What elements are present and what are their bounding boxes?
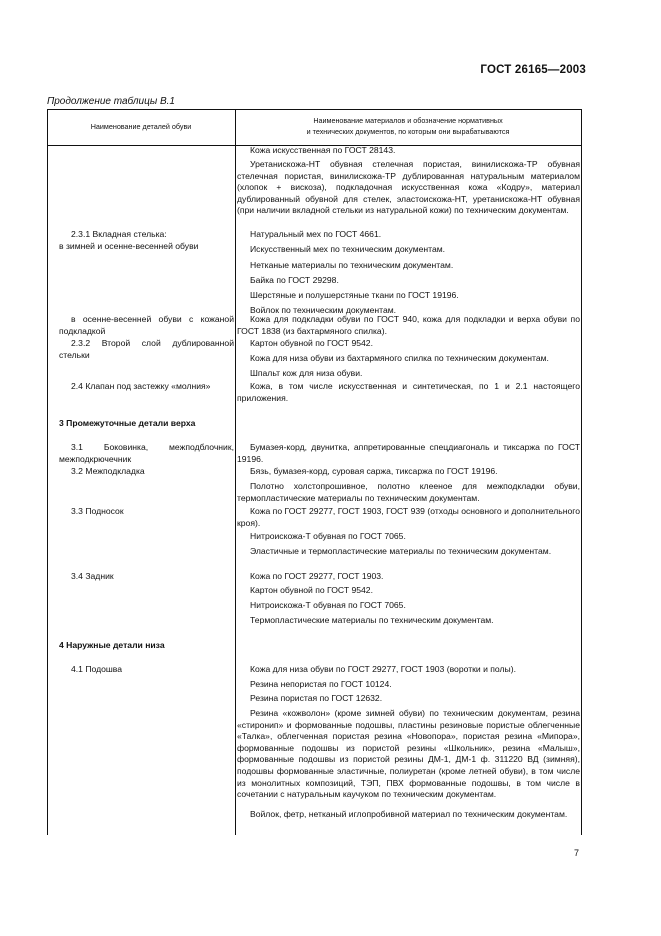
material-entry: Кожа, в том числе искусственная и синтетическая, по 1 и 2.1 настоящего приложения.	[237, 381, 580, 403]
part-name: 4.1 Подошва	[71, 664, 123, 674]
material-entry: Нетканые материалы по техническим документам.	[250, 260, 454, 270]
material-entry: Байка по ГОСТ 29298.	[250, 275, 339, 285]
page-number: 7	[574, 848, 580, 858]
material-entry: Шпальт кож для низа обуви.	[250, 368, 363, 378]
column-divider	[235, 109, 236, 835]
column-header-materials-line1: Наименование материалов и обозначение нормативных	[313, 116, 503, 125]
material-entry: Кожа по ГОСТ 29277, ГОСТ 1903.	[250, 571, 384, 581]
table-top-border	[47, 109, 582, 110]
material-entry: Войлок, фетр, нетканый иглопробивной материал по техническим документам.	[250, 809, 568, 819]
document-code: ГОСТ 26165—2003	[480, 64, 586, 76]
column-header-parts: Наименование деталей обуви	[90, 122, 192, 131]
material-entry: Резина «кожволон» (кроме зимней обуви) по техническим документам, резина «стиронип» и формованные подошвы, пластины резиновые пористые облегченные «Талка», облегченная пористая резина «Новопора», пористая резина «Мипора», формованные подошвы из пористой резины «Школьник», резина «Малыш», формованные подошвы из пористой резины ДМ-1, ДМ-1 ф. 311220 ВД (зимняя), подошвы формованные эластичные, полиуретан (кроме летней обуви), в том числе из монолитных композиций, ТЭП, ПВХ формованные подошвы, в том числе в сочетании с натуральным каучуком по техническим документам.	[237, 708, 580, 800]
material-entry: Кожа по ГОСТ 29277, ГОСТ 1903, ГОСТ 939 (отходы основного и дополнительного кроя).	[237, 506, 580, 528]
material-entry: Войлок по техническим документам.	[250, 305, 397, 315]
material-entry: Кожа искусственная по ГОСТ 28143.	[250, 145, 396, 155]
material-entry: Кожа для подкладки обуви по ГОСТ 940, кожа для подкладки и верха обуви по ГОСТ 1838 (из бахтармяного спилка).	[237, 314, 580, 336]
part-name: 3.4 Задник	[71, 571, 114, 581]
part-name: в осенне-весенней обуви с кожаной подкладкой	[59, 314, 234, 336]
column-header-materials-line2: и технических документов, по которым они вырабатываются	[306, 127, 510, 136]
part-name: 2.3.1 Вкладная стелька:	[71, 229, 167, 239]
part-name: 3.2 Межподкладка	[71, 466, 145, 476]
part-name: 3.3 Подносок	[71, 506, 124, 516]
material-entry: Полотно холстопрошивное, полотно клееное для межподкладки обуви, термопластические материалы по техническим документам.	[237, 481, 580, 503]
material-entry: Искусственный мех по техническим документам.	[250, 244, 446, 254]
material-entry: Эластичные и термопластические материалы по техническим документам.	[250, 546, 552, 556]
material-entry: Бязь, бумазея-корд, суровая саржа, тиксаржа по ГОСТ 19196.	[250, 466, 498, 476]
material-entry: Натуральный мех по ГОСТ 4661.	[250, 229, 382, 239]
material-entry: Резина непористая по ГОСТ 10124.	[250, 679, 392, 689]
part-name: 2.3.2 Второй слой дублированной стельки	[59, 338, 234, 360]
material-entry: Шерстяные и полушерстяные ткани по ГОСТ 19196.	[250, 290, 459, 300]
material-entry: Резина пористая по ГОСТ 12632.	[250, 693, 383, 703]
material-entry: Кожа для низа обуви по ГОСТ 29277, ГОСТ 1903 (воротки и полы).	[250, 664, 516, 674]
table-right-border	[581, 109, 582, 835]
materials-table	[47, 109, 582, 835]
material-entry: Нитроискожа-Т обувная по ГОСТ 7065.	[250, 531, 406, 541]
part-name: 2.4 Клапан под застежку «молния»	[71, 381, 211, 391]
section-heading: 4 Наружные детали низа	[59, 640, 165, 650]
part-name: 3.1 Боковинка, межподблочник, межподкрючечник	[59, 442, 234, 464]
material-entry: Уретанискожа-НТ обувная стелечная пористая, винилискожа-ТР обувная стелечная пористая, винилискожа-ТР дублированная натуральным материалом (хлопок + вискоза), подкладочная искусственная кожа «Кодру», материал дублированный обувной для стелек, эластоискожа-НТ, уретанискожа-НТ обувная (при наличии вкладной стельки из натуральной кожи) по техническим документам.	[237, 159, 580, 216]
material-entry: Картон обувной по ГОСТ 9542.	[250, 585, 373, 595]
material-entry: Бумазея-корд, двунитка, аппретированные спецдиагональ и тиксаржа по ГОСТ 19196.	[237, 442, 580, 464]
part-name-subtitle: в зимней и осенне-весенней обуви	[59, 241, 199, 251]
material-entry: Нитроискожа-Т обувная по ГОСТ 7065.	[250, 600, 406, 610]
material-entry: Термопластические материалы по техническим документам.	[250, 615, 494, 625]
table-caption: Продолжение таблицы В.1	[47, 96, 175, 107]
material-entry: Картон обувной по ГОСТ 9542.	[250, 338, 373, 348]
material-entry: Кожа для низа обуви из бахтармяного спилка по техническим документам.	[250, 353, 549, 363]
table-left-border	[47, 109, 48, 835]
section-heading: 3 Промежуточные детали верха	[59, 418, 196, 428]
